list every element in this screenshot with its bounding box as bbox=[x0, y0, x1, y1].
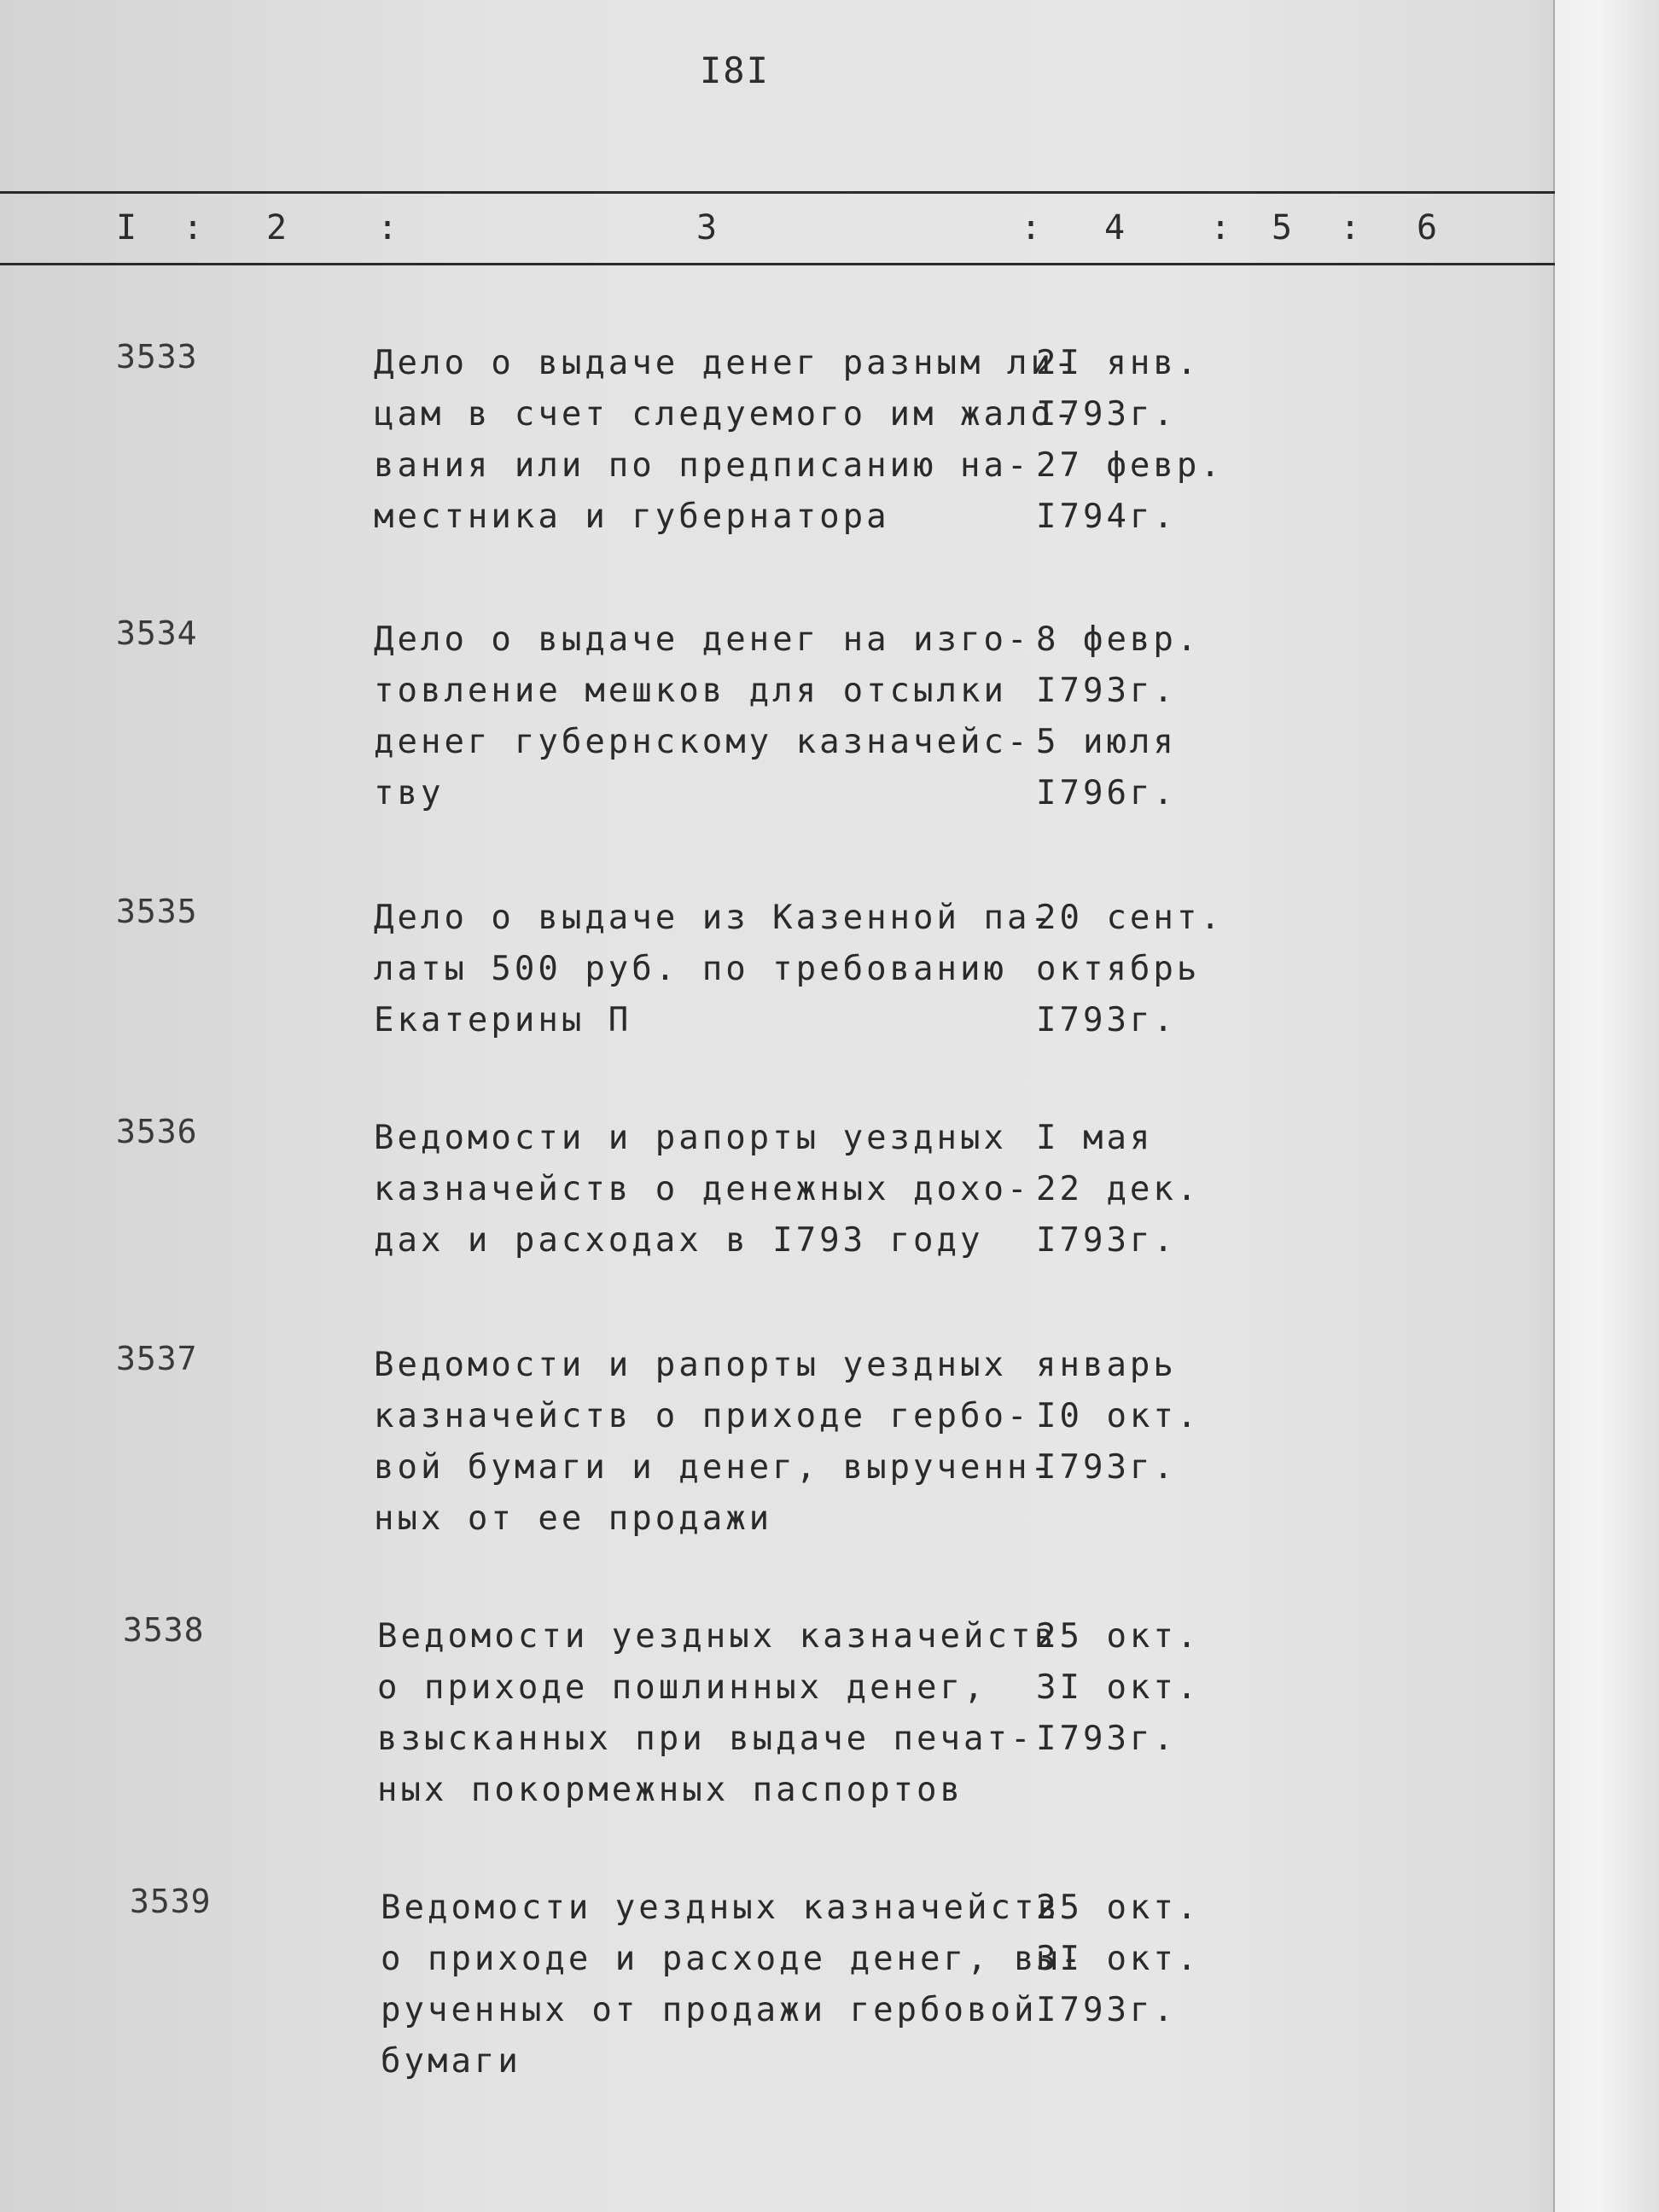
description-line: Дело о выдаче денег разным ли- bbox=[374, 344, 1078, 382]
entry-dates bbox=[1036, 1611, 1200, 1765]
description-line: денег губернскому казначейс- bbox=[374, 723, 1031, 761]
description-line: товление мешков для отсылки bbox=[374, 672, 1007, 710]
date-line: 3I окт. bbox=[1036, 1940, 1201, 1978]
entry-dates bbox=[1036, 614, 1200, 819]
column-header-2: 2 bbox=[266, 208, 291, 247]
date-line: 25 окт. bbox=[1036, 1617, 1201, 1656]
date-line: I793г. bbox=[1036, 672, 1177, 710]
entry-dates bbox=[1036, 338, 1224, 543]
description-line: ных покормежных паспортов bbox=[377, 1771, 963, 1809]
entry-number: 3535 bbox=[116, 893, 198, 930]
column-separator: : bbox=[1021, 208, 1045, 247]
column-separator: : bbox=[183, 208, 207, 247]
description-line: Ведомости уездных казначейств bbox=[377, 1617, 1057, 1656]
description-line: Дело о выдаче из Казенной па- bbox=[374, 899, 1054, 937]
date-line: 25 окт. bbox=[1036, 1889, 1201, 1927]
entry-dates bbox=[1036, 1883, 1200, 2036]
entry-dates bbox=[1036, 1113, 1200, 1266]
entry-description bbox=[374, 338, 1077, 543]
column-header-1: I bbox=[116, 208, 141, 247]
description-line: дах и расходах в I793 году bbox=[374, 1221, 984, 1260]
description-line: Ведомости и рапорты уездных bbox=[374, 1346, 1007, 1384]
column-header-5: 5 bbox=[1272, 208, 1296, 247]
date-line: I793г. bbox=[1036, 1448, 1177, 1487]
description-line: Екатерины П bbox=[374, 1001, 632, 1039]
description-line: бумаги bbox=[381, 2042, 521, 2081]
entry-dates bbox=[1036, 893, 1224, 1046]
description-line: вой бумаги и денег, вырученн- bbox=[374, 1448, 1054, 1487]
date-line: I794г. bbox=[1036, 498, 1177, 536]
entry-description bbox=[374, 893, 1054, 1046]
entry-dates bbox=[1036, 1340, 1200, 1493]
date-line: 20 сент. bbox=[1036, 899, 1224, 937]
description-line: цам в счет следуемого им жало- bbox=[374, 395, 1078, 434]
description-line: ных от ее продажи bbox=[374, 1499, 773, 1538]
entry-number: 3533 bbox=[116, 338, 198, 375]
description-line: о приходе и расходе денег, вы- bbox=[381, 1940, 1085, 1978]
header-rule-top bbox=[0, 191, 1555, 194]
description-line: взысканных при выдаче печат- bbox=[377, 1720, 1034, 1758]
date-line: I793г. bbox=[1036, 1991, 1177, 2029]
page-number: I8I bbox=[700, 49, 770, 91]
date-line: I мая bbox=[1036, 1119, 1154, 1157]
date-line: I793г. bbox=[1036, 1001, 1177, 1039]
entry-number: 3537 bbox=[116, 1340, 198, 1377]
entry-description bbox=[374, 614, 1030, 819]
entry-number: 3534 bbox=[116, 614, 198, 652]
date-line: I793г. bbox=[1036, 1720, 1177, 1758]
column-header-4: 4 bbox=[1104, 208, 1129, 247]
entry-number: 3538 bbox=[123, 1611, 205, 1649]
entry-description bbox=[374, 1113, 1030, 1266]
entry-number: 3539 bbox=[130, 1883, 212, 1920]
description-line: о приходе пошлинных денег, bbox=[377, 1668, 987, 1707]
date-line: I0 окт. bbox=[1036, 1397, 1201, 1435]
column-separator: : bbox=[377, 208, 402, 247]
description-line: Ведомости уездных казначейств bbox=[381, 1889, 1061, 1927]
description-line: Ведомости и рапорты уездных bbox=[374, 1119, 1007, 1157]
description-line: тву bbox=[374, 774, 445, 812]
column-separator: : bbox=[1210, 208, 1235, 247]
description-line: Дело о выдаче денег на изго- bbox=[374, 620, 1031, 659]
date-line: 5 июля bbox=[1036, 723, 1177, 761]
description-line: латы 500 руб. по требованию bbox=[374, 950, 1007, 988]
column-header-3: 3 bbox=[696, 208, 721, 247]
description-line: рученных от продажи гербовой bbox=[381, 1991, 1038, 2029]
date-line: 2I янв. bbox=[1036, 344, 1201, 382]
date-line: 22 дек. bbox=[1036, 1170, 1201, 1208]
page-edge bbox=[1553, 0, 1659, 2212]
column-header-6: 6 bbox=[1417, 208, 1441, 247]
header-rule-bottom bbox=[0, 263, 1555, 265]
description-line: казначейств о приходе гербо- bbox=[374, 1397, 1031, 1435]
entry-description bbox=[377, 1611, 1057, 1816]
entry-description bbox=[374, 1340, 1054, 1545]
date-line: январь bbox=[1036, 1346, 1177, 1384]
date-line: 27 февр. bbox=[1036, 446, 1224, 485]
entry-number: 3536 bbox=[116, 1113, 198, 1150]
description-line: казначейств о денежных дохо- bbox=[374, 1170, 1031, 1208]
description-line: вания или по предписанию на- bbox=[374, 446, 1031, 485]
date-line: 3I окт. bbox=[1036, 1668, 1201, 1707]
description-line: местника и губернатора bbox=[374, 498, 890, 536]
date-line: I796г. bbox=[1036, 774, 1177, 812]
entry-description bbox=[381, 1883, 1084, 2087]
date-line: I793г. bbox=[1036, 1221, 1177, 1260]
date-line: I793г. bbox=[1036, 395, 1177, 434]
column-separator: : bbox=[1340, 208, 1365, 247]
date-line: 8 февр. bbox=[1036, 620, 1201, 659]
date-line: октябрь bbox=[1036, 950, 1201, 988]
